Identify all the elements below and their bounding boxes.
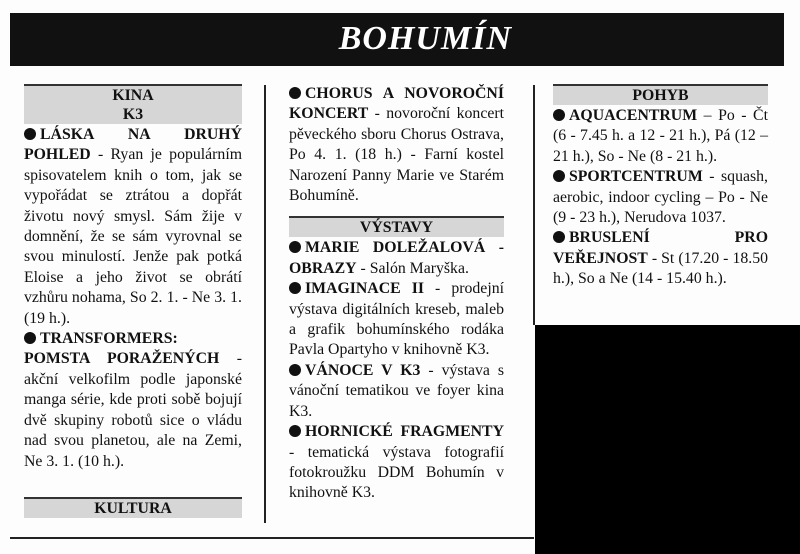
- item-title: AQUACENTRUM: [569, 107, 698, 124]
- section-heading-kultura: KULTURA: [24, 497, 242, 518]
- item-text: - akční velkofilm podle japonské manga série, kde proti sobě bojují dvě skupiny robotů sice o vládu nad svou planetou, ale na Zemi, Ne 3. 1. (10 h.).: [24, 350, 242, 470]
- page-title: BOHUMÍN: [338, 20, 512, 57]
- list-item: [553, 228, 768, 289]
- item-title: IMAGINACE II: [305, 280, 424, 298]
- bullet-icon: [553, 231, 565, 243]
- bullet-icon: [289, 241, 301, 253]
- column-divider-right: [533, 85, 535, 325]
- bullet-icon: [24, 332, 36, 344]
- item-text: – Po - Čt (6 - 7.45 h. a 12 - 21 h.), Pá (12 – 21 h.), So - Ne (8 - 21 h.).: [553, 107, 768, 165]
- item-title: MARIE DOLEŽALOVÁ - OBRAZY: [289, 239, 504, 277]
- bullet-icon: [553, 170, 565, 182]
- list-item: [553, 106, 768, 167]
- list-item: [553, 167, 768, 228]
- item-text: - Salón Maryška.: [356, 259, 469, 277]
- section-heading-kina: KINA K3: [24, 84, 242, 124]
- bullet-icon: [289, 282, 301, 294]
- item-title: LÁSKA NA DRUHÝ POHLED: [24, 126, 242, 164]
- item-title: TRANSFORMERS: POMSTA PORAŽENÝCH: [24, 330, 220, 368]
- item-title: VÁNOCE V K3: [305, 361, 421, 379]
- item-text: - Ryan je populárním spisovatelem knih o tom, jak se vypořádat se ztrátou a dopřát životu nový smysl. Sám žije v domnění, že se sám vyrovnal se svou minulostí. Jenže pak potká Eloise a jeho život se obrátí vzhůru nohama, So 2. 1. - Ne 3. 1. (19 h.).: [24, 146, 242, 327]
- list-item: [289, 422, 504, 504]
- bullet-icon: [289, 425, 301, 437]
- column-kultura: [289, 84, 504, 504]
- item-text: - St (17.20 - 18.50 h.), So a Ne (14 - 15.40 h.).: [553, 249, 768, 288]
- item-text: - squash, aerobic, indoor cycling – Po - Ne (9 - 23 h.), Nerudova 1037.: [553, 168, 768, 227]
- section-heading-pohyb: POHYB: [553, 84, 768, 105]
- list-item: [289, 238, 504, 279]
- column-divider-left: [264, 85, 266, 523]
- item-title: BRUSLENÍ PRO VEŘEJNOST: [553, 229, 768, 267]
- page-header: [10, 13, 784, 66]
- column-pohyb: [553, 84, 768, 290]
- list-item: [289, 279, 504, 361]
- bullet-icon: [289, 364, 301, 376]
- section-heading-vystavy: VÝSTAVY: [289, 216, 504, 237]
- item-text: - novoroční koncert pěveckého sboru Chorus Ostrava, Po 4. 1. (18 h.) - Farní kostel Narození Panny Marie ve Starém Bohumíně.: [289, 105, 504, 205]
- item-title: CHORUS A NOVOROČNÍ KONCERT: [289, 85, 504, 123]
- item-text: - prodejní výstava digitálních kreseb, maleb a grafik bohumínského rodáka Pavla Opartyho v knihovně K3.: [289, 280, 504, 359]
- subsection-heading-k3: K3: [122, 106, 144, 123]
- item-title: SPORTCENTRUM: [569, 168, 703, 186]
- redaction-block: [535, 325, 800, 554]
- list-item: [24, 125, 242, 329]
- bullet-icon: [289, 87, 301, 99]
- item-text: - tematická výstava fotografií fotokroužku DDM Bohumín v knihovně K3.: [289, 443, 504, 502]
- list-item: [24, 329, 242, 472]
- bullet-icon: [24, 128, 36, 140]
- list-item: [289, 84, 504, 206]
- item-text: - výstava s vánoční tematikou ve foyer kina K3.: [289, 361, 504, 420]
- item-title: HORNICKÉ FRAGMENTY: [305, 423, 504, 441]
- bullet-icon: [553, 109, 565, 121]
- bottom-rule: [10, 537, 534, 539]
- list-item: [289, 361, 504, 422]
- column-kina: [24, 84, 242, 472]
